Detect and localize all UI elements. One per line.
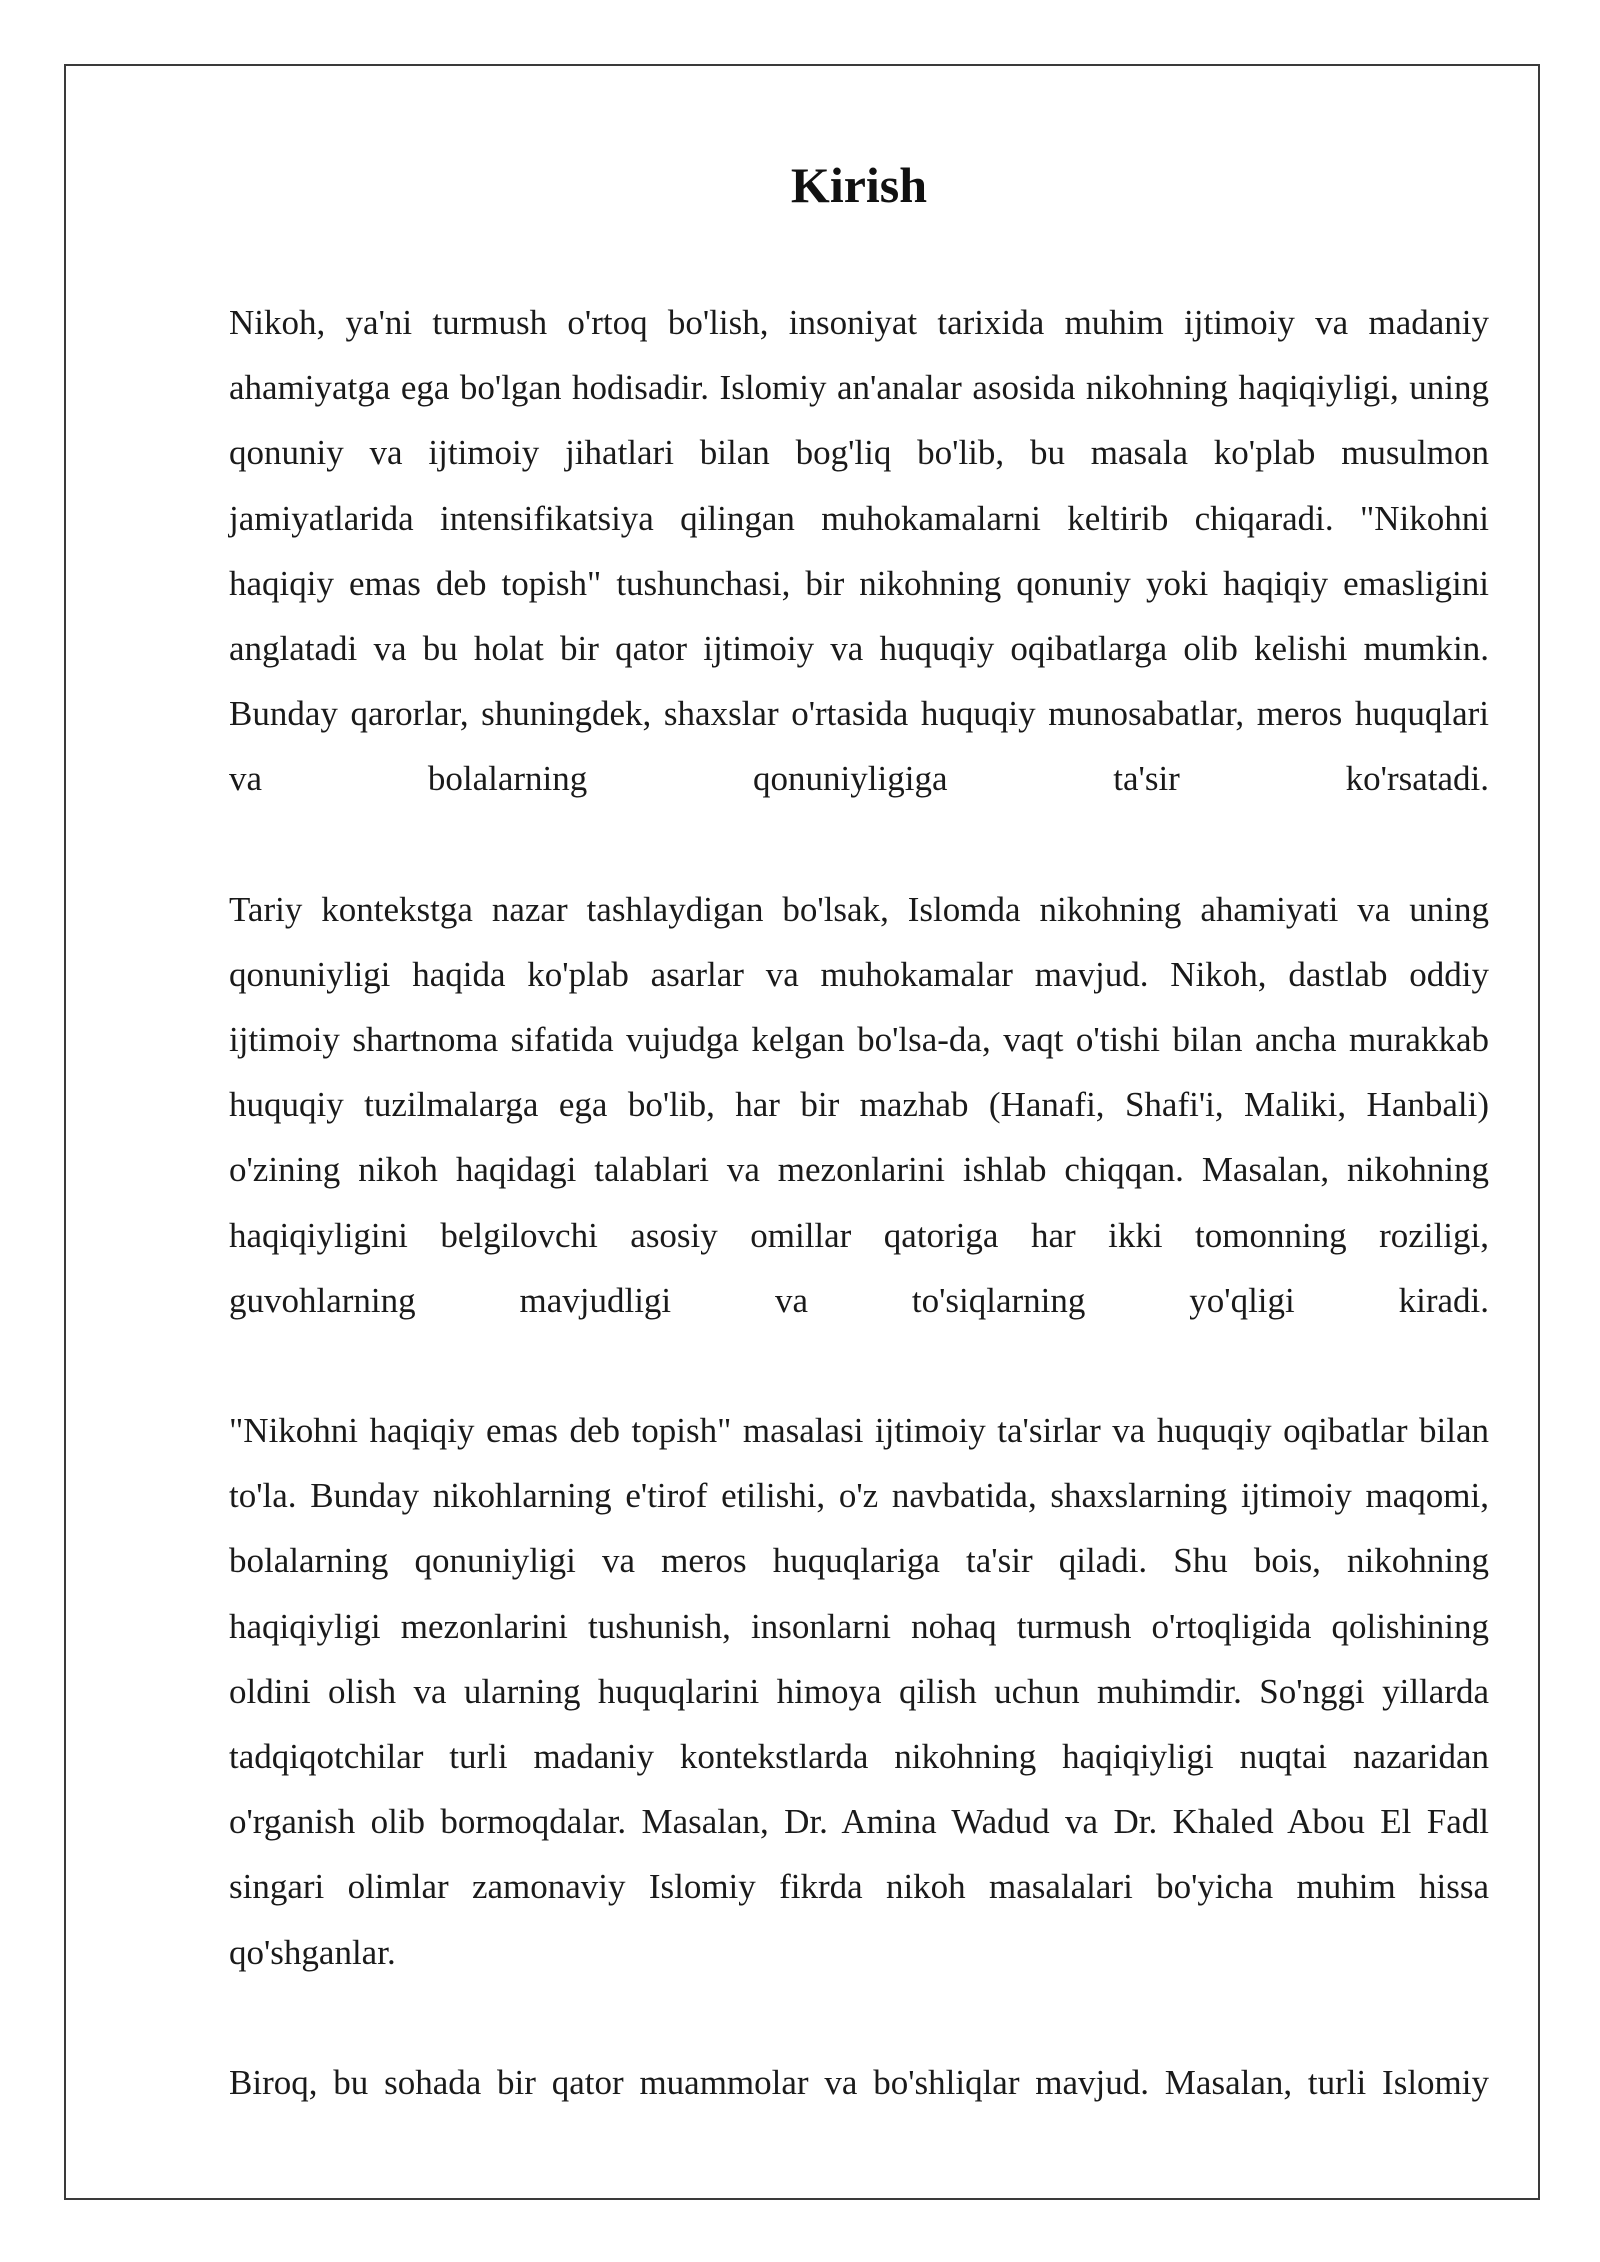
document-body [229, 150, 1489, 2180]
paragraph-4: Biroq, bu sohada bir qator muammolar va bo'shliqlar mavjud. Masalan, turli Islomiy [229, 2062, 1489, 2102]
paragraph-1: Nikoh, ya'ni turmush o'rtoq bo'lish, insoniyat tarixida muhim ijtimoiy va madaniy ahamiyatga ega bo'lgan hodisadir. Islomiy an'analar asosida nikohning haqiqiyligi, uning qonuniy va ijtimoiy jihatlari bilan bog'liq bo'lib, bu masala ko'plab musulmon jamiyatlarida intensifikatsiya qilingan muhokamalarni keltirib chiqaradi. "Nikohni haqiqiy emas deb topish" tushunchasi, bir nikohning qonuniy yoki haqiqiy emasligini anglatadi va bu holat bir qator ijtimoiy va huquqiy oqibatlarga olib kelishi mumkin. Bunday qarorlar, shuningdek, shaxslar o'rtasida huquqiy munosabatlar, meros huquqlari va bolalarning qonuniyligiga ta'sir ko'rsatadi. [229, 303, 1489, 799]
paragraph-3: "Nikohni haqiqiy emas deb topish" masalasi ijtimoiy ta'sirlar va huquqiy oqibatlar bilan to'la. Bunday nikohlarning e'tirof etilishi, o'z navbatida, shaxslarning ijtimoiy maqomi, bolalarning qonuniyligi va meros huquqlariga ta'sir qiladi. Shu bois, nikohning haqiqiyligi mezonlarini tushunish, insonlarni nohaq turmush o'rtoqligida qolishining oldini olish va ularning huquqlarini himoya qilish uchun muhimdir. So'nggi yillarda tadqiqotchilar turli madaniy kontekstlarda nikohning haqiqiyligi nuqtai nazaridan o'rganish olib bormoqdalar. Masalan, Dr. Amina Wadud va Dr. Khaled Abou El Fadl singari olimlar zamonaviy Islomiy fikrda nikoh masalalari bo'yicha muhim hissa qo'shganlar. [229, 1411, 1489, 1972]
page-title: Kirish [790, 157, 928, 213]
paragraph-2: Tariy kontekstga nazar tashlaydigan bo'lsak, Islomda nikohning ahamiyati va uning qonuniyligi haqida ko'plab asarlar va muhokamalar mavjud. Nikoh, dastlab oddiy ijtimoiy shartnoma sifatida vujudga kelgan bo'lsa-da, vaqt o'tishi bilan ancha murakkab huquqiy tuzilmalarga ega bo'lib, har bir mazhab (Hanafi, Shafi'i, Maliki, Hanbali) o'zining nikoh haqidagi talablari va mezonlarini ishlab chiqqan. Masalan, nikohning haqiqiyligini belgilovchi asosiy omillar qatoriga har ikki tomonning roziligi, guvohlarning mavjudligi va to'siqlarning yo'qligi kiradi. [229, 889, 1489, 1320]
